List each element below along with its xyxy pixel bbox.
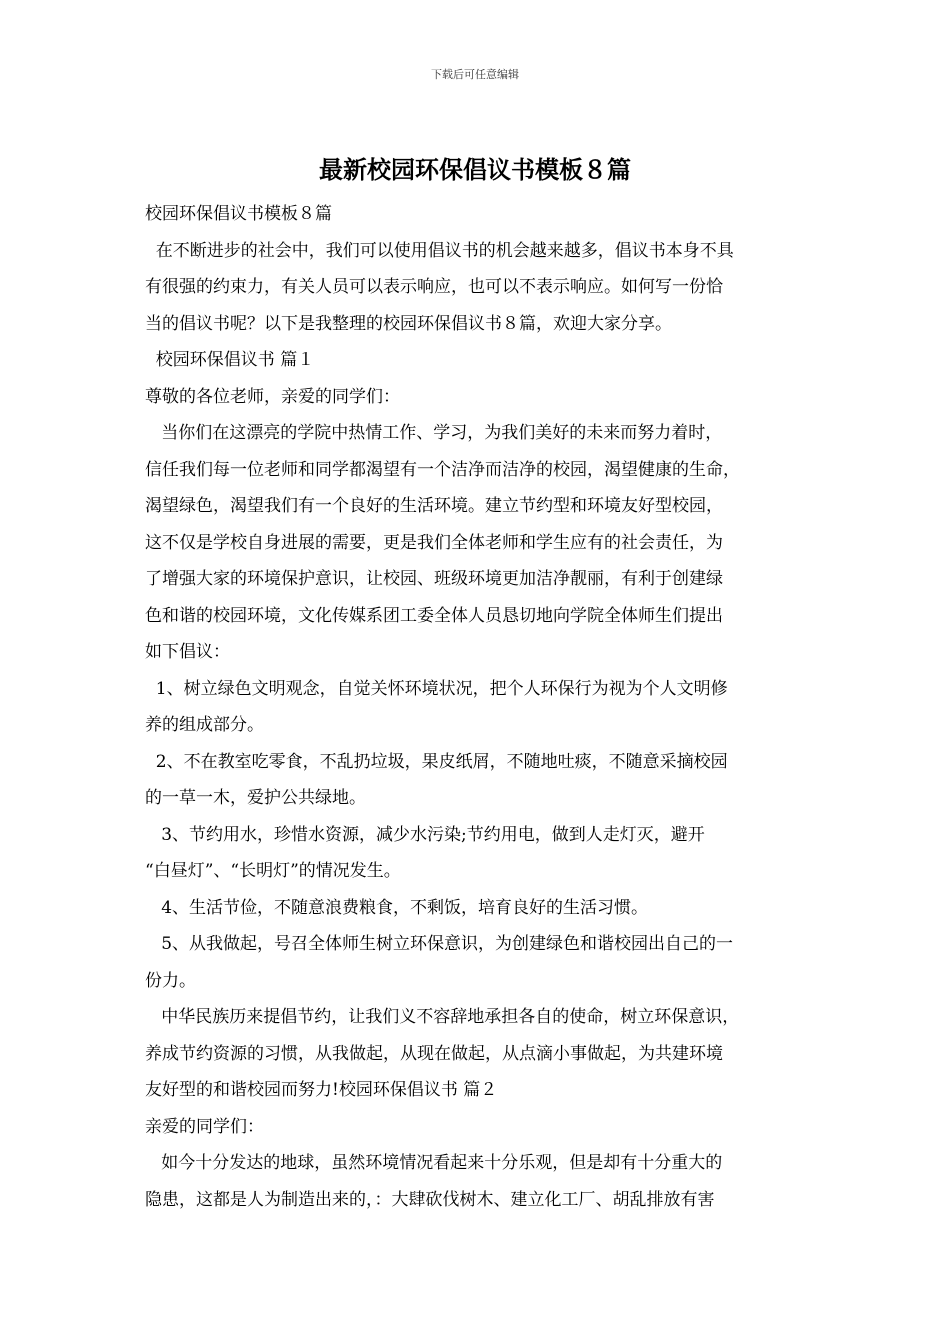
text-line: 养成节约资源的习惯，从我做起，从现在做起，从点滴小事做起，为共建环境 — [145, 1043, 723, 1064]
text-line: 当你们在这漂亮的学院中热情工作、学习，为我们美好的未来而努力着时， — [145, 423, 723, 443]
text-line: 如今十分发达的地球，虽然环境情况看起来十分乐观，但是却有十分重大的 — [145, 1153, 723, 1173]
text-line: 份力。 — [145, 970, 196, 991]
text-line: 有很强的约束力，有关人员可以表示响应，也可以不表示响应。如何写一份恰 — [145, 277, 723, 297]
text-line: 了增强大家的环境保护意识，让校园、班级环境更加洁净靓丽，有利于创建绿 — [145, 569, 723, 589]
text-line: 在不断进步的社会中，我们可以使用倡议书的机会越来越多，倡议书本身不具 — [145, 240, 734, 261]
text-line: 友好型的和谐校园而努力!校园环保倡议书 篇２ — [145, 1080, 498, 1100]
text-line: 信任我们每一位老师和同学都渴望有一个洁净而洁净的校园，渴望健康的生命， — [145, 459, 740, 480]
page-header: 下载后可任意编辑 — [431, 68, 519, 81]
text-line: “白昼灯”、“长明灯”的情况发生。 — [145, 861, 401, 881]
document-title: 最新校园环保倡议书模板８篇 — [319, 156, 631, 184]
text-line: 5、从我做起，号召全体师生树立环保意识，为创建绿色和谐校园出自己的一 — [145, 934, 734, 954]
text-line: 隐患，这都是人为制造出来的，：大肆砍伐树木、建立化工厂、胡乱排放有害 — [145, 1189, 715, 1210]
text-line: 的一草一木，爱护公共绿地。 — [145, 788, 366, 808]
text-line: 4、生活节俭，不随意浪费粮食，不剩饭，培育良好的生活习惯。 — [145, 897, 649, 918]
text-line: 1、树立绿色文明观念，自觉关怀环境状况，把个人环保行为视为个人文明修 — [145, 678, 728, 699]
text-line: 亲爱的同学们： — [145, 1116, 264, 1137]
text-line: 3、节约用水，珍惜水资源，减少水污染;节约用电，做到人走灯灭，避开 — [145, 824, 705, 845]
text-line: 这不仅是学校自身进展的需要，更是我们全体老师和学生应有的社会责任，为 — [145, 532, 723, 553]
document-body — [145, 196, 817, 1218]
text-line: 校园环保倡议书 篇１ — [145, 350, 315, 370]
text-line: 当的倡议书呢？以下是我整理的校园环保倡议书８篇，欢迎大家分享。 — [145, 313, 672, 334]
text-line: 如下倡议： — [145, 642, 230, 662]
text-line: 中华民族历来提倡节约，让我们义不容辞地承担各自的使命，树立环保意识， — [145, 1007, 740, 1027]
text-line: 校园环保倡议书模板８篇 — [145, 204, 332, 224]
text-line: 尊敬的各位老师，亲爱的同学们： — [145, 386, 400, 407]
text-line: 渴望绿色，渴望我们有一个良好的生活环境。建立节约型和环境友好型校园， — [145, 496, 723, 516]
text-line: 色和谐的校园环境，文化传媒系团工委全体人员恳切地向学院全体师生们提出 — [145, 605, 723, 626]
text-line: 养的组成部分。 — [145, 715, 264, 735]
text-line: 2、不在教室吃零食，不乱扔垃圾，果皮纸屑，不随地吐痰，不随意采摘校园 — [145, 751, 728, 772]
